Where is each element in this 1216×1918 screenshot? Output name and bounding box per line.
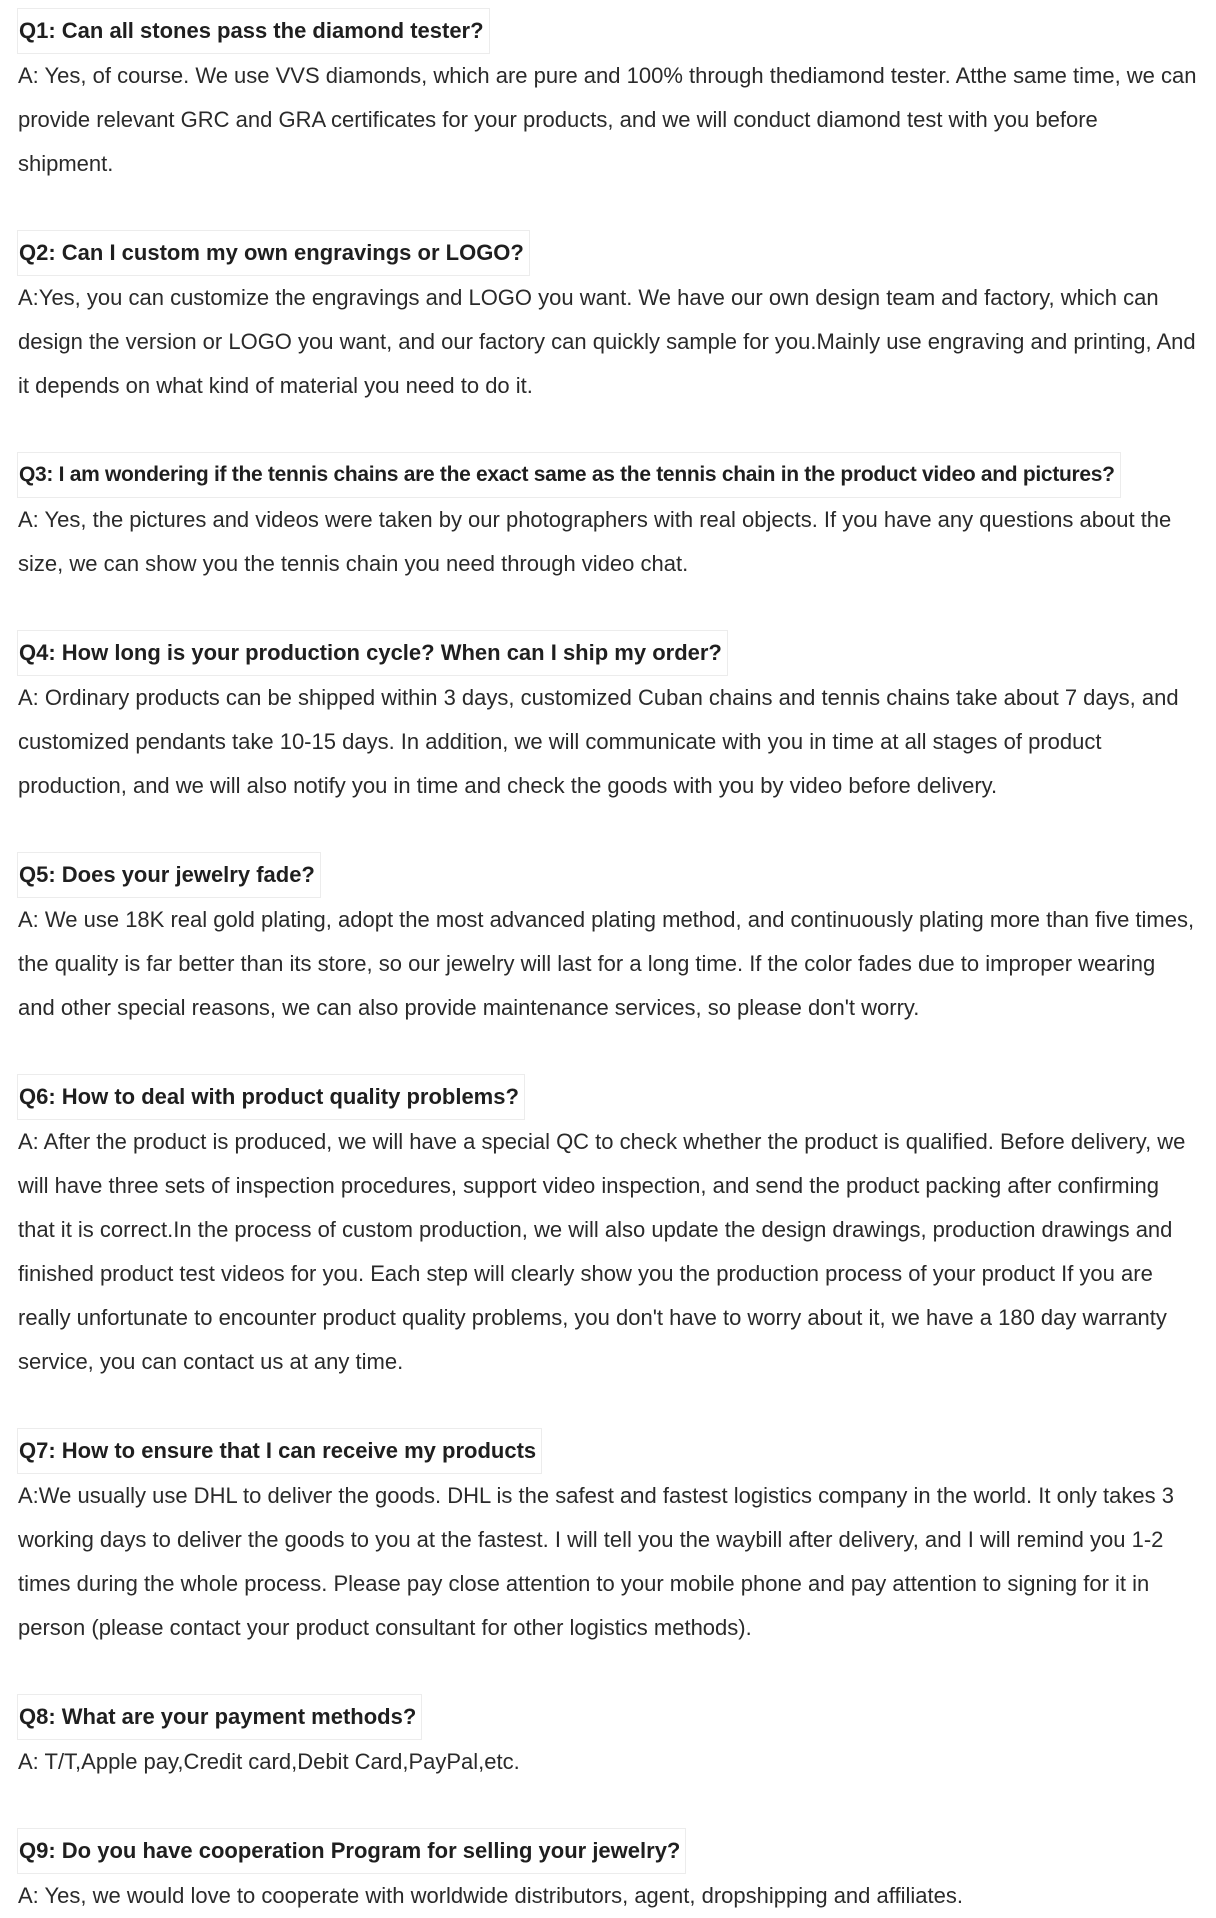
faq-question: Q5: Does your jewelry fade? [17, 852, 321, 898]
faq-answer: A: Yes, of course. We use VVS diamonds, which are pure and 100% through thediamond tester. Atthe same time, we can provide relevant GRC and GRA certificates for your products, and we will conduct diamond test with you before shipment. [18, 63, 1197, 176]
faq-answer: A: Ordinary products can be shipped within 3 days, customized Cuban chains and tennis chains take about 7 days, and customized pendants take 10-15 days. In addition, we will communicate with you in time at all stages of product production, and we will also notify you in time and check the goods with you by video before delivery. [18, 685, 1179, 798]
faq-question: Q1: Can all stones pass the diamond tester? [17, 8, 490, 54]
faq-item-q6 [18, 1074, 1198, 1384]
faq-answer: A:We usually use DHL to deliver the goods. DHL is the safest and fastest logistics company in the world. It only takes 3 working days to deliver the goods to you at the fastest. I will tell you the waybill after delivery, and I will remind you 1-2 times during the whole process. Please pay close attention to your mobile phone and pay attention to signing for it in person (please contact your product consultant for other logistics methods). [18, 1483, 1174, 1640]
faq-answer: A:Yes, you can customize the engravings and LOGO you want. We have our own design team and factory, which can design the version or LOGO you want, and our factory can quickly sample for you.Mainly use engraving and printing, And it depends on what kind of material you need to do it. [18, 285, 1196, 398]
faq-answer: A: We use 18K real gold plating, adopt the most advanced plating method, and continuously plating more than five times, the quality is far better than its store, so our jewelry will last for a long time. If the color fades due to improper wearing and other special reasons, we can also provide maintenance services, so please don't worry. [18, 907, 1195, 1020]
faq-item-q1 [18, 8, 1198, 186]
faq-item-q8 [18, 1694, 1198, 1784]
faq-question: Q4: How long is your production cycle? When can I ship my order? [17, 630, 728, 676]
faq-item-q7 [18, 1428, 1198, 1650]
faq-answer: A: T/T,Apple pay,Credit card,Debit Card,PayPal,etc. [18, 1749, 520, 1774]
faq-question: Q6: How to deal with product quality problems? [17, 1074, 525, 1120]
faq-answer: A: After the product is produced, we will have a special QC to check whether the product is qualified. Before delivery, we will have three sets of inspection procedures, support video inspection, and send the product packing after confirming that it is correct.In the process of custom production, we will also update the design drawings, production drawings and finished product test videos for you. Each step will clearly show you the production process of your product If you are really unfortunate to encounter product quality problems, you don't have to worry about it, we have a 180 day warranty service, you can contact us at any time. [18, 1129, 1186, 1374]
faq-answer: A: Yes, the pictures and videos were taken by our photographers with real objects. If you have any questions about the size, we can show you the tennis chain you need through video chat. [18, 507, 1172, 576]
faq-item-q3 [18, 452, 1198, 586]
faq-question: Q3: I am wondering if the tennis chains are the exact same as the tennis chain in the product video and pictures? [17, 452, 1121, 498]
faq-question: Q9: Do you have cooperation Program for selling your jewelry? [17, 1828, 686, 1874]
faq-question: Q8: What are your payment methods? [17, 1694, 422, 1740]
faq-answer: A: Yes, we would love to cooperate with worldwide distributors, agent, dropshipping and affiliates. [18, 1883, 963, 1908]
faq-item-q5 [18, 852, 1198, 1030]
faq-question: Q2: Can I custom my own engravings or LOGO? [17, 230, 530, 276]
faq-item-q2 [18, 230, 1198, 408]
faq-item-q9 [18, 1828, 1198, 1918]
faq-item-q4 [18, 630, 1198, 808]
faq-question: Q7: How to ensure that I can receive my products [17, 1428, 542, 1474]
